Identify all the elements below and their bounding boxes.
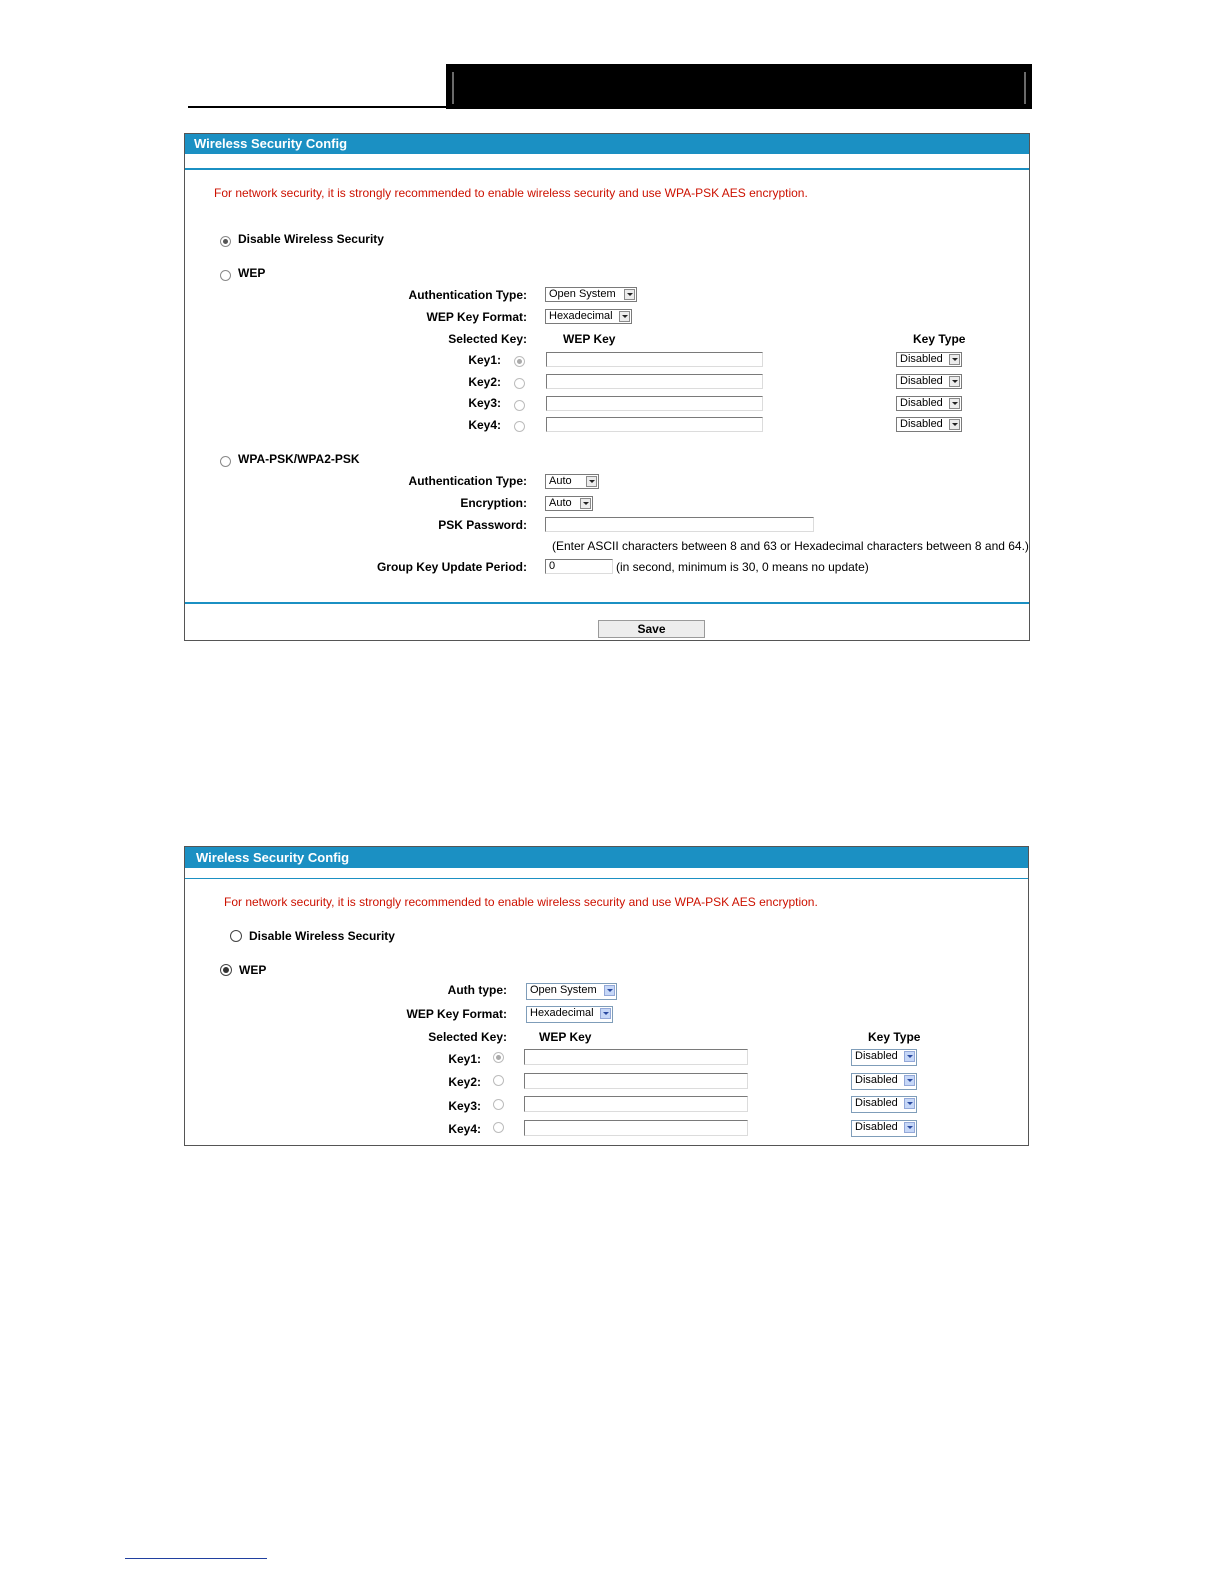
key1-type-value: Disabled	[900, 353, 943, 365]
psk-password-hint: (Enter ASCII characters between 8 and 63 or Hexadecimal characters between 8 and 64.)	[552, 539, 1029, 553]
disable-security-label: Disable Wireless Security	[249, 929, 395, 943]
key2-type-select[interactable]	[896, 374, 962, 389]
key4-radio[interactable]	[514, 421, 525, 432]
wep-radio[interactable]	[220, 270, 231, 281]
key4-type-select[interactable]	[896, 417, 962, 432]
chevron-down-icon	[624, 289, 635, 300]
wpa-psk-radio[interactable]	[220, 456, 231, 467]
disable-security-radio[interactable]	[220, 236, 231, 247]
wep-label: WEP	[239, 963, 267, 977]
wep-auth-type-label: Auth type:	[447, 983, 507, 997]
wep-key-header: WEP Key	[539, 1030, 592, 1044]
chevron-down-icon	[586, 476, 597, 487]
wep-key-format-label: WEP Key Format:	[406, 1007, 507, 1021]
chevron-down-icon	[604, 985, 615, 996]
key1-radio[interactable]	[493, 1052, 504, 1063]
key4-type-select[interactable]	[851, 1120, 917, 1137]
key4-type-value: Disabled	[855, 1121, 898, 1133]
key3-type-value: Disabled	[900, 397, 943, 409]
header-bar-tick	[452, 72, 454, 104]
wep-label: WEP	[238, 266, 266, 280]
wep-key-format-select[interactable]	[526, 1006, 613, 1023]
group-key-period-hint: (in second, minimum is 30, 0 means no update)	[616, 560, 869, 574]
key4-radio[interactable]	[493, 1122, 504, 1133]
chevron-down-icon	[904, 1098, 915, 1109]
key3-radio[interactable]	[514, 400, 525, 411]
key3-input[interactable]	[524, 1096, 748, 1112]
wpa-auth-type-label: Authentication Type:	[408, 474, 527, 488]
chevron-down-icon	[904, 1075, 915, 1086]
header-bar-tick	[1024, 72, 1026, 104]
key1-type-select[interactable]	[851, 1049, 917, 1066]
wpa-auth-type-select[interactable]	[545, 474, 599, 489]
key4-label: Key4:	[448, 1122, 481, 1136]
chevron-down-icon	[949, 354, 960, 365]
key2-type-select[interactable]	[851, 1073, 917, 1090]
key2-label: Key2:	[468, 375, 501, 389]
psk-password-label: PSK Password:	[438, 518, 527, 532]
key4-type-value: Disabled	[900, 418, 943, 430]
wep-key-header: WEP Key	[563, 332, 616, 346]
panel-title: Wireless Security Config	[185, 847, 1028, 868]
wep-auth-type-label: Authentication Type:	[408, 288, 527, 302]
group-key-period-label: Group Key Update Period:	[376, 560, 527, 574]
wpa-psk-label: WPA-PSK/WPA2-PSK	[238, 452, 360, 466]
key4-input[interactable]	[546, 417, 763, 432]
key3-label: Key3:	[448, 1099, 481, 1113]
wep-key-format-value: Hexadecimal	[549, 310, 613, 322]
wireless-security-panel-1	[184, 133, 1030, 641]
chevron-down-icon	[580, 498, 591, 509]
key-type-header: Key Type	[913, 332, 966, 346]
wep-key-format-value: Hexadecimal	[530, 1007, 594, 1019]
key2-radio[interactable]	[514, 378, 525, 389]
key1-input[interactable]	[524, 1049, 748, 1065]
key1-radio[interactable]	[514, 356, 525, 367]
group-key-period-input[interactable]: 0	[545, 559, 613, 574]
encryption-select[interactable]	[545, 496, 593, 511]
key4-label: Key4:	[468, 418, 501, 432]
wep-auth-type-value: Open System	[530, 984, 597, 996]
wep-key-format-label: WEP Key Format:	[426, 310, 527, 324]
security-recommendation: For network security, it is strongly recommended to enable wireless security and use WPA-PSK AES encryption.	[214, 186, 808, 200]
key4-input[interactable]	[524, 1120, 748, 1136]
key2-radio[interactable]	[493, 1075, 504, 1086]
wireless-security-panel-2	[184, 846, 1029, 1146]
key1-label: Key1:	[448, 1052, 481, 1066]
key3-label: Key3:	[468, 396, 501, 410]
chevron-down-icon	[949, 419, 960, 430]
footer-link-underline	[125, 1558, 267, 1559]
selected-key-label: Selected Key:	[428, 1030, 507, 1044]
key3-radio[interactable]	[493, 1099, 504, 1110]
security-recommendation: For network security, it is strongly recommended to enable wireless security and use WPA-PSK AES encryption.	[224, 895, 818, 909]
header-rule	[188, 106, 448, 108]
chevron-down-icon	[949, 398, 960, 409]
key2-type-value: Disabled	[855, 1074, 898, 1086]
wep-key-format-select[interactable]	[545, 309, 632, 324]
key3-input[interactable]	[546, 396, 763, 411]
key-type-header: Key Type	[868, 1030, 921, 1044]
key2-type-value: Disabled	[900, 375, 943, 387]
wep-auth-type-select[interactable]	[526, 983, 617, 1000]
key2-input[interactable]	[546, 374, 763, 389]
key3-type-value: Disabled	[855, 1097, 898, 1109]
header-bar	[446, 64, 1032, 109]
chevron-down-icon	[619, 311, 630, 322]
key3-type-select[interactable]	[851, 1096, 917, 1113]
panel-title: Wireless Security Config	[185, 134, 1029, 154]
key1-type-select[interactable]	[896, 352, 962, 367]
encryption-value: Auto	[549, 497, 572, 509]
chevron-down-icon	[600, 1008, 611, 1019]
chevron-down-icon	[904, 1051, 915, 1062]
key1-type-value: Disabled	[855, 1050, 898, 1062]
key2-label: Key2:	[448, 1075, 481, 1089]
wep-auth-type-value: Open System	[549, 288, 616, 300]
save-button[interactable]: Save	[598, 620, 705, 638]
psk-password-input[interactable]	[545, 517, 814, 532]
key3-type-select[interactable]	[896, 396, 962, 411]
disable-security-radio[interactable]	[230, 930, 242, 942]
title-divider	[185, 168, 1029, 170]
key1-label: Key1:	[468, 353, 501, 367]
chevron-down-icon	[949, 376, 960, 387]
encryption-label: Encryption:	[460, 496, 527, 510]
wpa-auth-type-value: Auto	[549, 475, 572, 487]
wep-radio[interactable]	[220, 964, 232, 976]
chevron-down-icon	[904, 1122, 915, 1133]
wep-auth-type-select[interactable]	[545, 287, 637, 302]
bottom-divider	[185, 602, 1029, 604]
title-divider	[185, 878, 1028, 879]
disable-security-label: Disable Wireless Security	[238, 232, 384, 246]
key2-input[interactable]	[524, 1073, 748, 1089]
selected-key-label: Selected Key:	[448, 332, 527, 346]
key1-input[interactable]	[546, 352, 763, 367]
